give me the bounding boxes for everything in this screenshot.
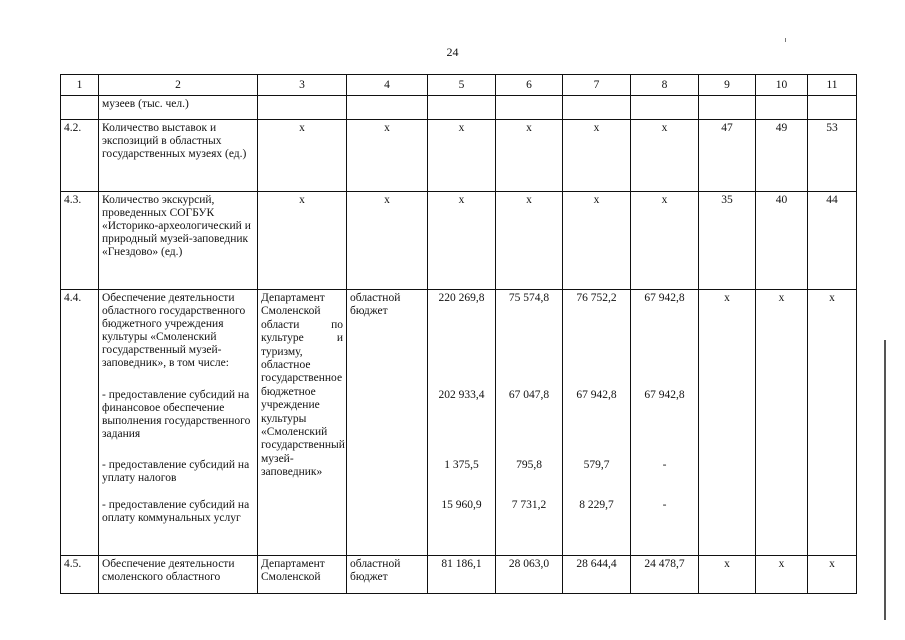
value: 1 375,5 <box>444 459 479 471</box>
value-cell-col7 <box>563 290 631 556</box>
source-cell <box>347 96 428 120</box>
value-cell <box>496 96 563 120</box>
header-cell: 1 <box>61 75 99 96</box>
value: 67 942,8 <box>644 292 685 304</box>
value: 8 229,7 <box>579 499 614 511</box>
value-cell: 47 <box>699 120 756 192</box>
value-cell <box>756 96 808 120</box>
value: 67 942,8 <box>576 389 617 401</box>
value-cell: 49 <box>756 120 808 192</box>
value-cell <box>808 96 857 120</box>
value-cell: х <box>699 556 756 594</box>
executor-cell: Департамент Смоленской области по культуре и туризму, областное государственное бюджетное учреждение культуры «Смоленский государственный музей-заповедник» <box>258 290 347 556</box>
value: 202 933,4 <box>438 389 485 401</box>
table-row <box>61 290 857 556</box>
row-number: 4.3. <box>61 192 99 290</box>
value-cell: 44 <box>808 192 857 290</box>
value-cell-col5 <box>428 290 496 556</box>
indicator-name: музеев (тыс. чел.) <box>99 96 258 120</box>
value-cell: 28 644,4 <box>563 556 631 594</box>
value-cell: х <box>563 120 631 192</box>
row-number <box>61 96 99 120</box>
value-cell: х <box>496 192 563 290</box>
executor-cell <box>258 96 347 120</box>
value: 7 731,2 <box>511 499 547 511</box>
item-subsidy-utilities: - предоставление субсидий на оплату коммунальных услуг <box>102 499 250 524</box>
scan-edge-line <box>884 340 886 620</box>
table-row <box>61 192 857 290</box>
value-cell: х <box>699 290 756 556</box>
item-subsidy-state-task: - предоставление субсидий на финансовое обеспечение выполнения государственного задания <box>102 389 251 440</box>
value-cell: х <box>631 192 699 290</box>
header-cell: 8 <box>631 75 699 96</box>
value-cell <box>428 96 496 120</box>
value-cell <box>563 96 631 120</box>
page-number: 24 <box>446 45 459 59</box>
row-number: 4.5. <box>61 556 99 594</box>
header-cell: 5 <box>428 75 496 96</box>
executor-cell: х <box>258 120 347 192</box>
header-cell: 2 <box>99 75 258 96</box>
value: - <box>662 459 667 471</box>
table-row <box>61 96 857 120</box>
value: - <box>662 499 667 511</box>
indicator-name <box>99 290 258 556</box>
value: 579,7 <box>583 459 610 471</box>
source-cell: областной бюджет <box>347 556 428 594</box>
value-cell: 28 063,0 <box>496 556 563 594</box>
header-cell: 4 <box>347 75 428 96</box>
value-cell-col8 <box>631 290 699 556</box>
executor-cell: Департамент Смоленской <box>258 556 347 594</box>
header-cell: 6 <box>496 75 563 96</box>
value-cell: х <box>756 556 808 594</box>
value: 795,8 <box>516 459 542 471</box>
value-cell: 35 <box>699 192 756 290</box>
indicator-name: Обеспечение деятельности смоленского областного <box>99 556 258 594</box>
value: 220 269,8 <box>438 292 485 304</box>
value-cell: х <box>756 290 808 556</box>
executor-cell: х <box>258 192 347 290</box>
value: 76 752,2 <box>576 292 617 304</box>
indicator-name: Количество выставок и экспозиций в областных государственных музеях (ед.) <box>99 120 258 192</box>
row-number: 4.2. <box>61 120 99 192</box>
value: 15 960,9 <box>441 499 482 511</box>
item-subsidy-taxes: - предоставление субсидий на уплату налогов <box>102 459 250 484</box>
value: 67 047,8 <box>508 389 550 401</box>
value-cell: х <box>496 120 563 192</box>
value-cell: х <box>428 192 496 290</box>
value-cell: 24 478,7 <box>631 556 699 594</box>
value-cell: х <box>428 120 496 192</box>
table-row <box>61 120 857 192</box>
data-table <box>60 74 857 594</box>
value-cell <box>631 96 699 120</box>
value-cell-col6 <box>496 290 563 556</box>
header-cell: 11 <box>808 75 857 96</box>
header-cell: 3 <box>258 75 347 96</box>
value-cell: 53 <box>808 120 857 192</box>
header-cell: 10 <box>756 75 808 96</box>
value: 67 942,8 <box>644 389 685 401</box>
header-cell: 9 <box>699 75 756 96</box>
table-row <box>61 556 857 594</box>
header-cell: 7 <box>563 75 631 96</box>
value-cell: х <box>631 120 699 192</box>
source-cell: областной бюджет <box>347 290 428 556</box>
value-cell: х <box>808 556 857 594</box>
source-cell: х <box>347 120 428 192</box>
value: 75 574,8 <box>508 292 550 304</box>
value-cell <box>699 96 756 120</box>
value-cell: х <box>808 290 857 556</box>
row-number: 4.4. <box>61 290 99 556</box>
value-cell: 40 <box>756 192 808 290</box>
value-cell: 81 186,1 <box>428 556 496 594</box>
item-main-text: Обеспечение деятельности областного государственного бюджетного учреждения культуры «Смоленский государственный музей-заповедник», в том числе: <box>102 292 246 369</box>
table-header-row <box>61 75 857 96</box>
scan-mark <box>785 38 786 42</box>
source-cell: х <box>347 192 428 290</box>
indicator-name: Количество экскурсий, проведенных СОГБУК «Историко-археологический и природный музей-заповедник «Гнездово» (ед.) <box>99 192 258 290</box>
value-cell: х <box>563 192 631 290</box>
